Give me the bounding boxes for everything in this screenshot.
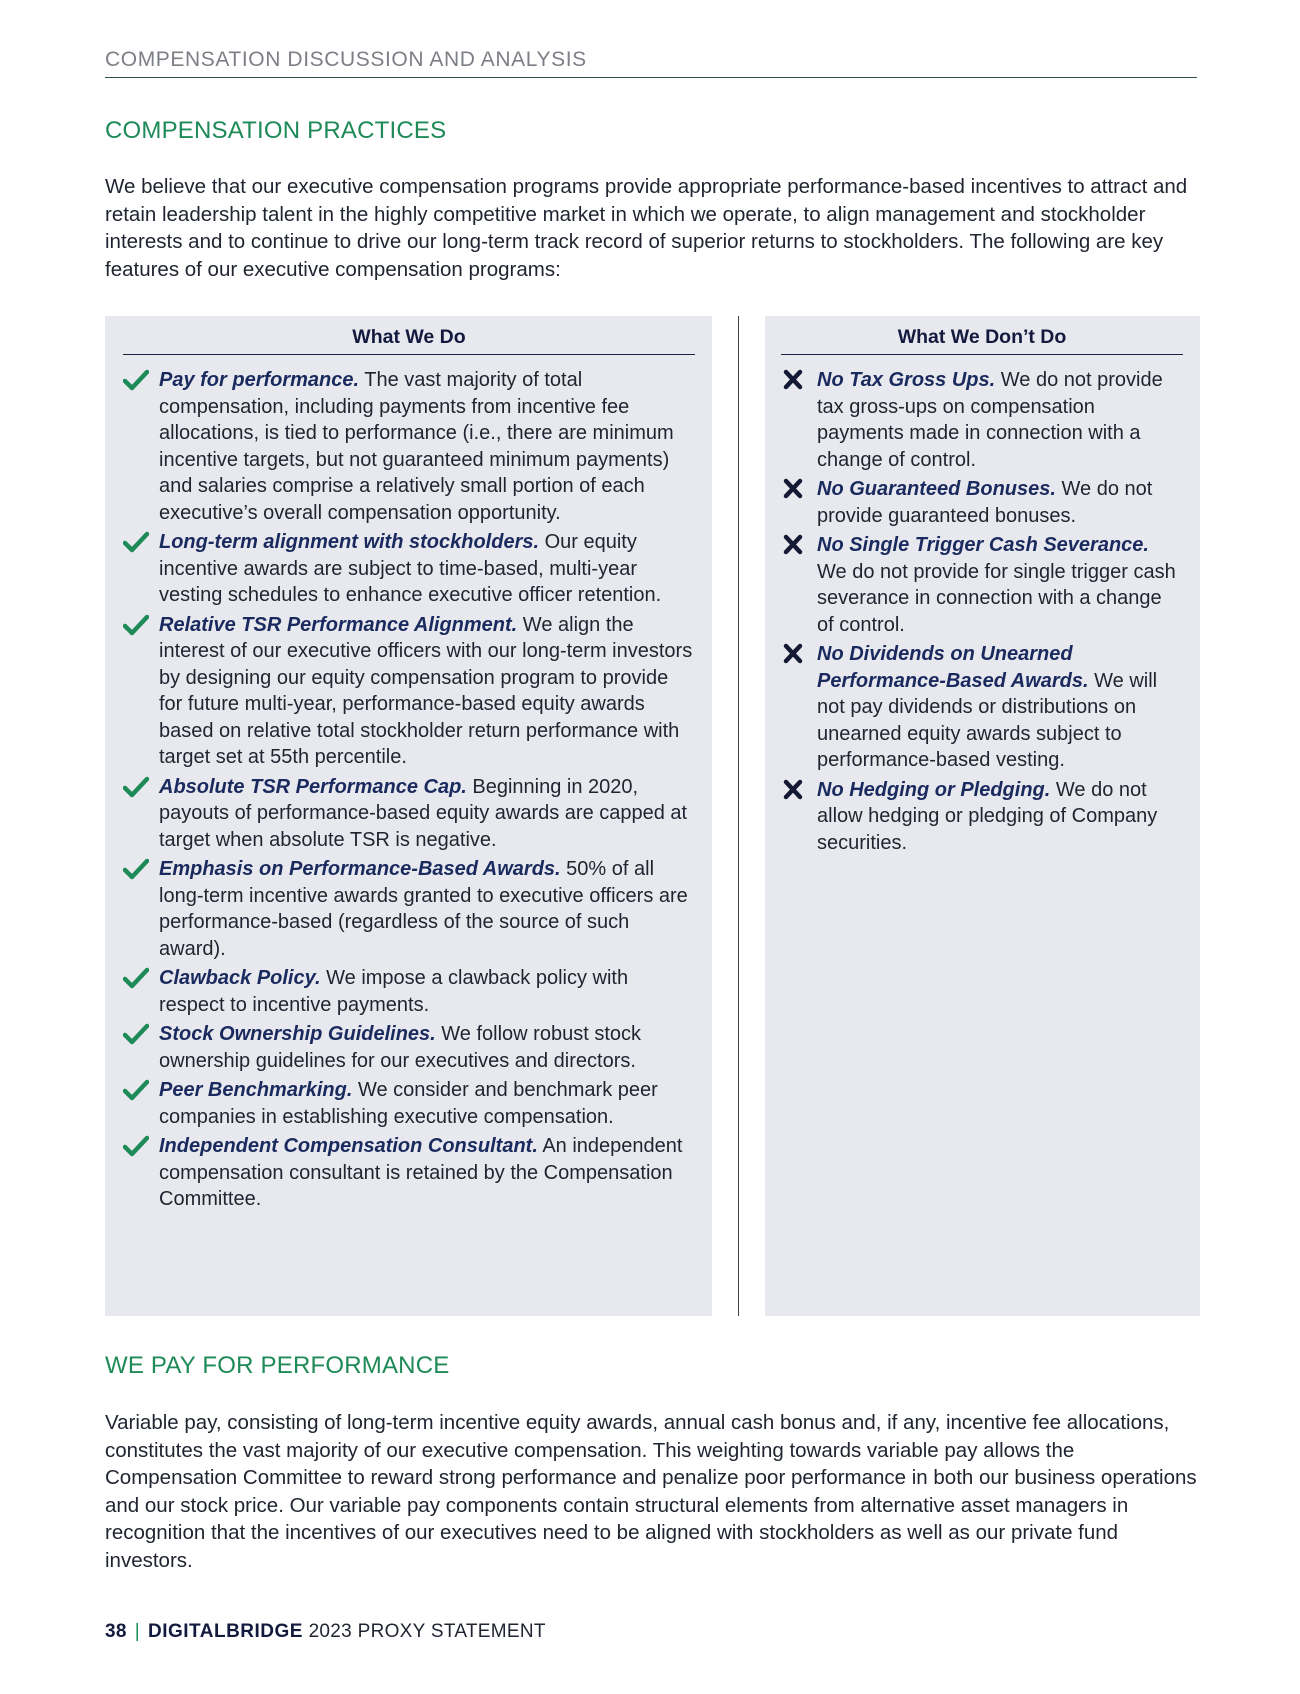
do-item (123, 529, 695, 609)
item-text: We consider and benchmark peer companies in establishing executive compensation. (159, 1079, 658, 1128)
item-term: Clawback Policy. (159, 967, 321, 989)
x-mark-icon (781, 642, 807, 666)
practices-intro-paragraph: We believe that our executive compensation programs provide appropriate performance-based incentives to attract and retain leadership talent in the highly competitive market in which we operate, to align management and stockholder interests and to continue to drive our long-term track record of superior returns to stockholders. The following are key features of our executive compensation programs: (105, 175, 1188, 281)
compensation-practices-title: COMPENSATION PRACTICES (105, 117, 447, 144)
checkmark-icon (123, 1078, 149, 1102)
checkmark-icon (123, 857, 149, 881)
do-item (123, 774, 695, 854)
x-mark-icon (781, 477, 807, 501)
page-number: 38 (105, 1621, 127, 1642)
item-text: Beginning in 2020, payouts of performance-based equity awards are capped at target when absolute TSR is negative. (159, 775, 688, 851)
item-term: No Dividends on Unearned Performance-Based Awards. (817, 643, 1089, 692)
dont-item (781, 367, 1183, 473)
what-we-dont-do-heading: What We Don’t Do (781, 316, 1183, 355)
checkmark-icon (123, 1022, 149, 1046)
x-mark-icon (781, 778, 807, 802)
what-we-do-list (123, 367, 695, 1213)
item-term: No Guaranteed Bonuses. (817, 478, 1056, 500)
footer-separator: | (134, 1621, 140, 1642)
item-text: We do not provide guaranteed bonuses. (817, 478, 1153, 527)
item-text: We follow robust stock ownership guidelines for our executives and directors. (159, 1023, 641, 1072)
dont-item (781, 532, 1183, 638)
item-term: Absolute TSR Performance Cap. (159, 775, 467, 798)
pay-for-performance-paragraph: Variable pay, consisting of long-term incentive equity awards, annual cash bonus and, if any, incentive fee allocations, constitutes the vast majority of our executive compensation. This weighting towards variable pay allows the Compensation Committee to reward strong performance and penalize poor performance in both our business operations and our stock price. Our variable pay components contain structural elements from alternative asset managers in recognition that the incentives of our executives need to be aligned with stockholders as well as our private fund investors. (105, 1411, 1197, 1572)
item-text: We do not allow hedging or pledging of Company securities. (817, 778, 1158, 854)
item-text: Our equity incentive awards are subject to time-based, multi-year vesting schedules to enhance executive officer retention. (159, 531, 662, 606)
column-divider (738, 316, 739, 1316)
checkmark-icon (123, 775, 149, 799)
item-term: Long-term alignment with stockholders. (159, 531, 540, 553)
checkmark-icon (123, 613, 149, 637)
item-term: Pay for performance. (159, 369, 360, 391)
item-term: Emphasis on Performance-Based Awards. (159, 858, 561, 880)
item-term: No Hedging or Pledging. (817, 778, 1051, 801)
x-mark-icon (781, 533, 807, 557)
item-text: We will not pay dividends or distributions on unearned equity awards subject to performance-based vesting. (817, 669, 1158, 771)
do-item (123, 1133, 695, 1213)
item-text: 50% of all long-term incentive awards granted to executive officers are performance-based (regardless of the source of such award). (159, 858, 688, 960)
item-text: We align the interest of our executive officers with our long-term investors by designing our equity compensation program to provide for future multi-year, performance-based equity awards based on relative total stockholder return performance with target set at 55th percentile. (159, 613, 693, 768)
what-we-do-heading: What We Do (123, 316, 695, 355)
x-mark-icon (781, 368, 807, 392)
checkmark-icon (123, 530, 149, 554)
checkmark-icon (123, 966, 149, 990)
do-item (123, 1077, 695, 1130)
item-text: We do not provide tax gross-ups on compensation payments made in connection with a change of control. (817, 369, 1163, 471)
dont-item (781, 777, 1183, 857)
item-text: The vast majority of total compensation, including payments from incentive fee allocations, is tied to performance (i.e., there are minimum incentive targets, but not guaranteed minimum payments) and salaries comprise a relatively small portion of each executive’s overall compensation opportunity. (159, 369, 674, 524)
what-we-dont-do-panel (765, 316, 1200, 1316)
footer-doc-title: 2023 PROXY STATEMENT (308, 1621, 546, 1642)
do-item (123, 1021, 695, 1074)
footer-brand: DIGITALBRIDGE (147, 1621, 303, 1642)
item-term: Relative TSR Performance Alignment. (159, 613, 518, 636)
checkmark-icon (123, 368, 149, 392)
do-item (123, 965, 695, 1018)
item-term: Stock Ownership Guidelines. (159, 1023, 436, 1045)
running-header: COMPENSATION DISCUSSION AND ANALYSIS (105, 48, 1197, 78)
item-term: Independent Compensation Consultant. (159, 1135, 538, 1157)
do-item (123, 367, 695, 526)
item-term: No Tax Gross Ups. (817, 369, 996, 391)
dont-item (781, 641, 1183, 774)
item-text: An independent compensation consultant is retained by the Compensation Committee. (159, 1135, 683, 1210)
what-we-do-panel (105, 316, 712, 1316)
do-item (123, 612, 695, 771)
dont-item (781, 476, 1183, 529)
item-text: We impose a clawback policy with respect to incentive payments. (159, 967, 629, 1016)
item-text: We do not provide for single trigger cash severance in connection with a change of control. (817, 560, 1176, 636)
do-item (123, 856, 695, 962)
item-term: Peer Benchmarking. (159, 1079, 353, 1101)
item-term: No Single Trigger Cash Severance. (817, 534, 1149, 556)
checkmark-icon (123, 1134, 149, 1158)
page-footer (105, 1621, 546, 1643)
what-we-dont-do-list (781, 367, 1183, 856)
pay-for-performance-title: WE PAY FOR PERFORMANCE (105, 1352, 450, 1379)
